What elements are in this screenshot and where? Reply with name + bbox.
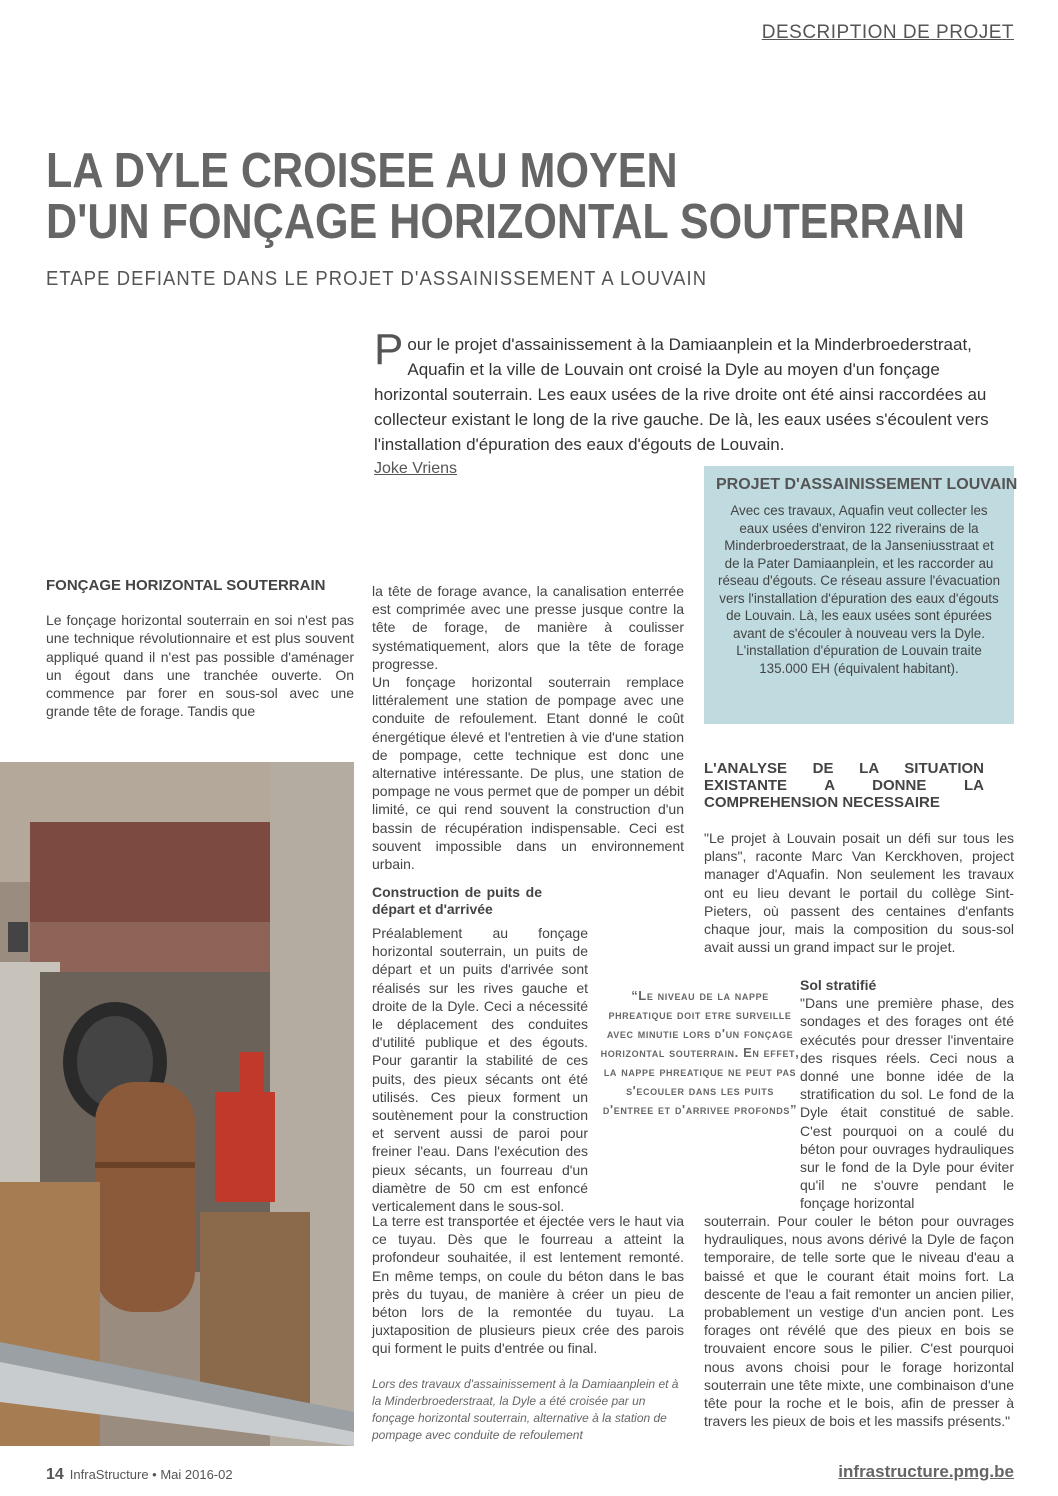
- column-3-section: [800, 976, 1014, 1213]
- col3-paragraph-1: "Le projet à Louvain posait un défi sur tous les plans", raconte Marc Van Kerckhoven, project manager d'Aquafin. Non seulement les travaux ont eu lieu devant le portail du collège Sint-Pieters, où passent des centaines d'enfants chaque jour, mais la composition du sous-sol avait aussi un grand impact sur le projet.: [704, 830, 1014, 956]
- info-box-text: Avec ces travaux, Aquafin veut collecter les eaux usées d'environ 122 riverains de la Minderbroederstraat, de la Janseniusstraat et de la Pater Damiaanplein, et les raccorder au réseau d'égouts. Ce réseau assure l'évacuation vers l'installation d'épuration des eaux d'égouts de Louvain. Là, les eaux usées sont épurées avant de s'écouler à nouveau vers la Dyle. L'installation d'épuration de Louvain traite 135.000 EH (équivalent habitant).: [717, 503, 1001, 676]
- col2-paragraph-3: Préalablement au fonçage horizontal souterrain, un puits de départ et un puits d'arrivée sont réalisés sur les rives gauche et droite de la Dyle. Ceci a nécessité le déplacement des conduites d'utilité publique et des égouts. Pour garantir la stabilité de ces puits, des pieux sécants ont été utilisés. Ces pieux forment un soutènement pour la construction et servent aussi de paroi pour freiner l'eau. Dans l'exécution des pieux sécants, un fourreau d'un diamètre de 50 cm est enfoncé verticalement dans le sous-sol.: [372, 925, 588, 1215]
- info-box: [704, 466, 1018, 724]
- pull-quote: “Le niveau de la nappe phreatique doit etre surveille avec minutie lors d'un fonçage horizontal souterrain. En effet, la nappe phreatique ne peut pas s'ecouler dans les puits d'entree et d'arrivee profonds”: [600, 988, 800, 1117]
- col2-paragraph-2: Un fonçage horizontal souterrain remplace littéralement une station de pompage avec une conduite de refoulement. Etant donné le coût énergétique élevé et l'entretien à vie d'une station de pompage, cette technique est donc une alternative intéressante. De plus, une station de pompage ne vous permet que de pomper un débit limité, ce qui rend souvent la construction d'un bassin de récupération indispensable. Ceci est souvent impossible dans un environnement urbain.: [372, 674, 684, 873]
- footer-left: [46, 1466, 233, 1484]
- article-subtitle: ETAPE DEFIANTE DANS LE PROJET D'ASSAINISSEMENT A LOUVAIN: [46, 268, 708, 290]
- column-2: [372, 582, 684, 873]
- col3-paragraph-2: "Dans une première phase, des sondages et des forages ont été exécutés pour dresser l'inventaire des risques réels. Ceci nous a donné une bonne idée de la stratification du sol. Le fond de la Dyle était constitué de sable. C'est pourquoi on a coulé du béton pour ouvrages hydrauliques sur le fond de la Dyle pour éviter qu'il ne s'ouvre pendant le fonçage horizontal: [800, 995, 1014, 1212]
- lead-text: our le projet d'assainissement à la Damiaanplein et la Minderbroederstraat, Aquafin et la ville de Louvain ont croisé la Dyle au moyen d'un fonçage horizontal souterrain. Les eaux usées de la rive droite ont été ainsi raccordées au collecteur existant le long de la rive gauche. De là, les eaux usées s'écoulent vers l'installation d'épuration des eaux d'égouts de Louvain.: [374, 335, 989, 454]
- col2-heading: Construction de puits de départ et d'arrivée: [372, 884, 542, 917]
- col1-heading: FONÇAGE HORIZONTAL SOUTERRAIN: [46, 577, 326, 594]
- info-box-title: PROJET D'ASSAINISSEMENT LOUVAIN: [716, 476, 1018, 493]
- author-byline: Joke Vriens: [374, 460, 457, 477]
- lead-paragraph: [374, 325, 1016, 457]
- column-1: [46, 577, 354, 720]
- column-3-end: [704, 1212, 1014, 1430]
- drop-cap: P: [374, 325, 404, 374]
- column-3: [704, 760, 1014, 956]
- col2-paragraph-1: la tête de forage avance, la canalisation enterrée est comprimée avec une presse jusque contre la tête de forage, de manière à coulisser systématiquement, alors que la tête de forage progresse.: [372, 583, 684, 672]
- title-line-2: D'UN FONÇAGE HORIZONTAL SOUTERRAIN: [46, 195, 965, 250]
- section-kicker: DESCRIPTION DE PROJET: [761, 22, 1014, 43]
- publication-info: InfraStructure • Mai 2016-02: [69, 1467, 233, 1482]
- construction-photo: [0, 762, 354, 1446]
- photo-caption: Lors des travaux d'assainissement à la Damiaanplein et à la Minderbroederstraat, la Dyle a été croisée par un fonçage horizontal souterrain, alternative à la station de pompage avec conduite de refoulement: [372, 1377, 679, 1442]
- col2-paragraph-4-block: [372, 1212, 684, 1358]
- column-2-section: [372, 884, 542, 918]
- col3-heading: L'ANALYSE DE LA SITUATION EXISTANTE A DONNE LA COMPREHENSION NECESSAIRE: [704, 760, 984, 811]
- col1-text: Le fonçage horizontal souterrain en soi n'est pas une technique révolutionnaire et est plus souvent appliqué quand il n'est pas possible d'aménager un égout dans une tranchée ouverte. On commence par forer en sous-sol avec une grande tête de forage. Tandis que: [46, 612, 354, 720]
- col3-subheading: Sol stratifié: [800, 977, 877, 993]
- col2-paragraph-4: La terre est transportée et éjectée vers le haut via ce tuyau. Dès que le fourreau a atteint la profondeur souhaitée, il est lentement remonté. En même temps, on coule du béton dans le bas près du tuyau, de manière à créer un pieu de béton lors de la remontée du tuyau. La juxtaposition de plusieurs pieux crée des parois qui forment le puits d'entrée ou final.: [372, 1213, 684, 1357]
- website-link[interactable]: infrastructure.pmg.be: [838, 1462, 1014, 1481]
- page-number: 14: [46, 1466, 64, 1483]
- col3-paragraph-3: souterrain. Pour couler le béton pour ouvrages hydrauliques, nous avons dérivé la Dyle de façon temporaire, de telle sorte que le niveau d'eau a baissé et que le courant était moins fort. La descente de l'eau a fait remonter un ancien pilier, probablement un vestige d'un ancien pont. Les forages ont révélé que des pieux en bois se trouvaient encore sous le pilier. C'est pourquoi nous avons choisi pour le forage horizontal souterrain une tête mixte, une combinaison d'une tête pour la roche et le bois, afin de presser à travers les pieux de bois et les massifs présents.": [704, 1213, 1014, 1430]
- title-line-1: LA DYLE CROISEE AU MOYEN: [46, 144, 678, 198]
- article-title: [46, 146, 965, 249]
